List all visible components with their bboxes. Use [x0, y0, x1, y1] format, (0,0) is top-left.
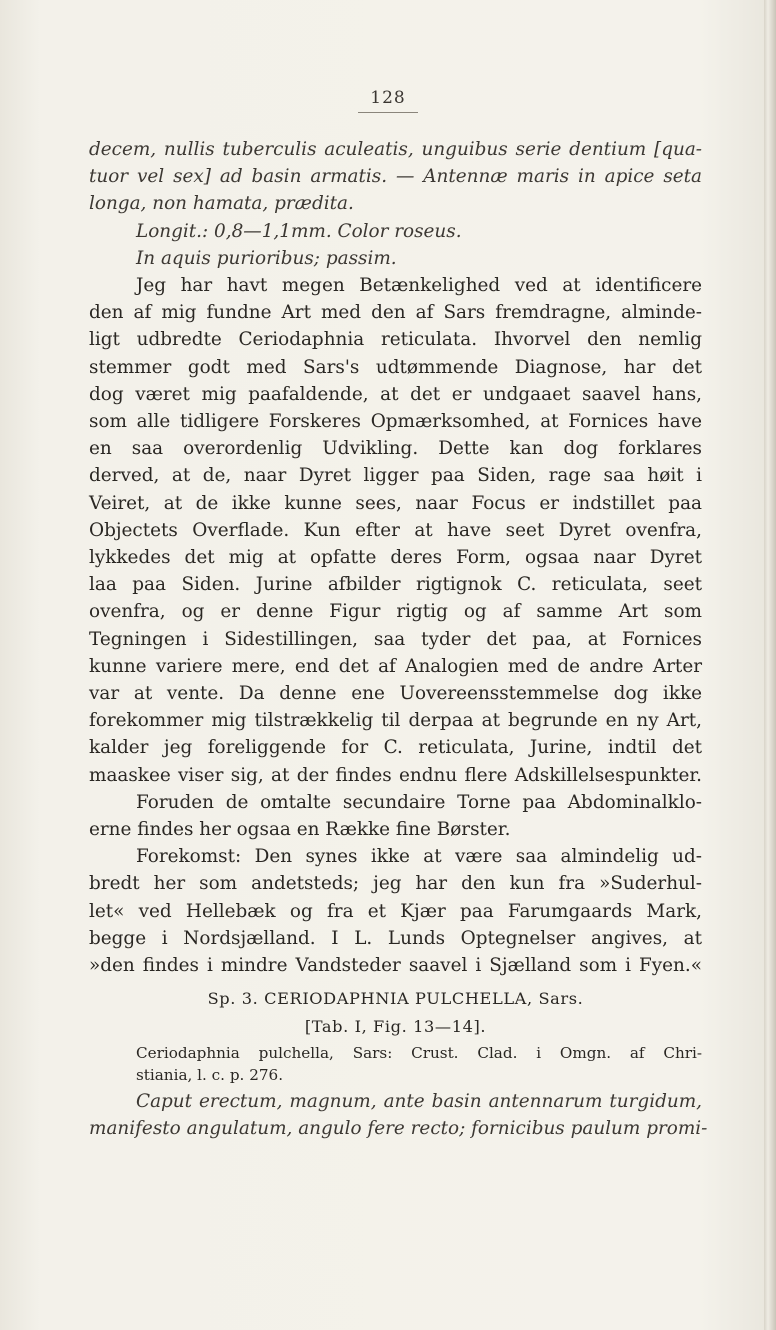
text-line: derved, at de, naar Dyret ligger paa Siden, rage saa høit i [89, 465, 702, 487]
text-line: »den findes i mindre Vandsteder saavel i Sjælland som i Fyen.« [89, 955, 702, 977]
latin-description-line: manifesto angulatum, angulo fere recto; fornicibus paulum promi- [89, 1117, 708, 1139]
text-line: ligt udbredte Ceriodaphnia reticulata. Ihvorvel den nemlig [89, 329, 702, 351]
text-line: Tegningen i Sidestillingen, saa tyder det paa, at Fornices [89, 628, 702, 650]
species-heading: Sp. 3. CERIODAPHNIA PULCHELLA, Sars. [207, 989, 584, 1009]
text-line: en saa overordenlig Udvikling. Dette kan dog forklares [89, 438, 702, 460]
text-line: decem, nullis tuberculis aculeatis, unguibus serie dentium [qua- [89, 139, 702, 160]
page-number: 128 [370, 88, 406, 108]
text-line: dog været mig paafaldende, at det er undgaaet saavel hans, [89, 383, 702, 405]
page-number-rule [358, 112, 418, 113]
text-line: lykkedes det mig at opfatte deres Form, ogsaa naar Dyret [89, 547, 702, 569]
citation-line: stiania, l. c. p. 276. [136, 1065, 284, 1084]
page-edge [764, 0, 776, 1330]
text-line: begge i Nordsjælland. I L. Lunds Optegnelser angives, at [89, 927, 702, 949]
text-line: erne findes her ogsaa en Række fine Børster. [89, 819, 511, 841]
citation-line: Ceriodaphnia pulchella, Sars: Crust. Clad. i Omgn. af Chri- [136, 1043, 702, 1062]
text-line: maaskee viser sig, at der findes endnu flere Adskillelsespunkter. [89, 764, 702, 786]
text-line: stemmer godt med Sars's udtømmende Diagnose, har det [89, 356, 702, 378]
text-line: let« ved Hellebæk og fra et Kjær paa Farumgaards Mark, [89, 900, 702, 922]
text-line: Forekomst: Den synes ikke at være saa almindelig ud- [136, 846, 702, 868]
paragraph-lines [89, 136, 702, 979]
text-line: tuor vel sex] ad basin armatis. — Antennæ maris in apice seta [89, 166, 702, 188]
text-line: bredt her som andetsteds; jeg har den kun fra »Suderhul- [89, 873, 702, 895]
text-line: laa paa Siden. Jurine afbilder rigtignok C. reticulata, seet [89, 574, 702, 596]
text-line: den af mig fundne Art med den af Sars fremdragne, alminde- [89, 302, 702, 324]
text-line: forekommer mig tilstrækkelig til derpaa at begrunde en ny Art, [89, 710, 702, 732]
text-line: kalder jeg foreliggende for C. reticulata, Jurine, indtil det [89, 737, 702, 759]
body-text [89, 136, 708, 1142]
text-line: In aquis purioribus; passim. [136, 247, 397, 269]
text-line: Objectets Overflade. Kun efter at have seet Dyret ovenfra, [89, 519, 702, 541]
text-line: som alle tidligere Forskeres Opmærksomhed, at Fornices have [89, 411, 702, 433]
text-line: var at vente. Da denne ene Uovereensstemmelse dog ikke [89, 683, 702, 705]
species-plate-reference: [Tab. I, Fig. 13—14]. [304, 1016, 487, 1036]
text-line: longa, non hamata, prædita. [89, 193, 354, 215]
text-line: Longit.: 0,8—1,1mm. Color roseus. [136, 220, 462, 242]
text-line: Foruden de omtalte secundaire Torne paa Abdominalklo- [136, 791, 702, 813]
text-line: kunne variere mere, end det af Analogien med de andre Arter [89, 655, 702, 677]
text-line: Veiret, at de ikke kunne sees, naar Focus er indstillet paa [89, 492, 702, 514]
text-line: ovenfra, og er denne Figur rigtig og af samme Art som [89, 601, 702, 623]
text-line: Jeg har havt megen Betænkelighed ved at identificere [136, 275, 702, 297]
latin-description-line: Caput erectum, magnum, ante basin antennarum turgidum, [136, 1090, 702, 1112]
